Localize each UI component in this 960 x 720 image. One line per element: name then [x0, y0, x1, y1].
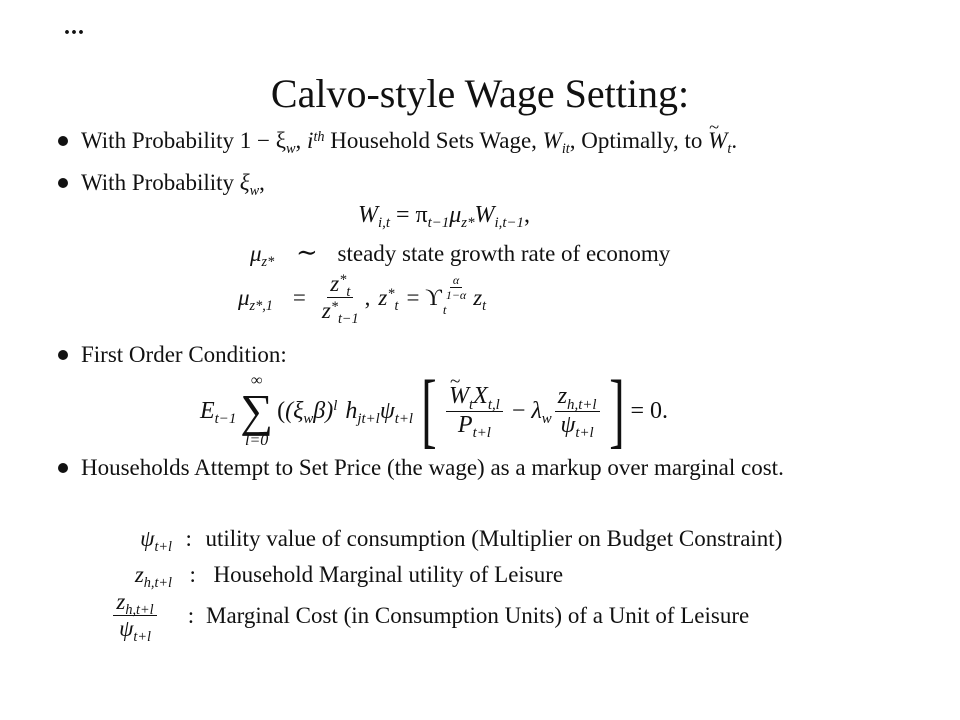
bullet-1-text-c: , Optimally, to — [569, 128, 703, 153]
ellipsis-marker: ... — [64, 14, 85, 40]
bullet-4 — [58, 455, 784, 481]
legend-ratio-text: Marginal Cost (in Consumption Units) of a Unit of Leisure — [206, 602, 750, 628]
bullet-1-text-b: Household Sets Wage, — [330, 128, 537, 153]
bullet-1: With Probability $1 - \xi_w$, $i^{th}$ Household Sets Wage, $W_{it}$, Optimally, to ~ $W_t$. — [58, 128, 737, 154]
legend-psi-symbol: $\psi_{t+l}$ — [140, 526, 172, 555]
bullet-3-text: First Order Condition: — [81, 342, 287, 367]
bullet-1-text-a: With Probability — [81, 128, 235, 153]
bullet-1-wage: $W_{it}$ — [542, 128, 570, 157]
wage-over-price-fraction: ~ $\frac{W_tX_{t,l}}{P_{t+l}}$ — [446, 384, 503, 437]
legend-z-symbol: $z_{h,t+l}$ — [134, 562, 172, 591]
bullet-1-prob: $1 - \xi_w$ — [239, 128, 296, 157]
z-ratio-fraction: $\frac{z^*_t}{z^*_{t-1}}$ — [321, 271, 359, 328]
legend-psi-text: utility value of consumption (Multiplier on Budget Constraint) — [205, 526, 783, 551]
bullet-dot-icon — [58, 350, 68, 360]
legend-row-psi: $\psi_{t+l}$ : utility value of consumption (Multiplier on Budget Constraint) — [112, 526, 782, 552]
legend-z-text: Household Marginal utility of Leisure — [213, 562, 564, 587]
bullet-dot-icon — [58, 136, 68, 146]
mu-symbol: $\mu_{z*}$ — [250, 241, 275, 270]
legend-ratio-fraction: $\frac{z_{h,t+l}}{\psi_{t+l}}$ — [103, 590, 167, 641]
bullet-2-xi: $\xi_w$ — [239, 170, 260, 199]
legend-row-ratio: $\frac{z_{h,t+l}}{\psi_{t+l}}$ : Marginal Cost (in Consumption Units) of a Unit of Leisure — [100, 590, 749, 641]
equation-z-growth: $\mu_{z*,1}$ = $\frac{z^*_t}{z^*_{t-1}}$ , $z^*_t$ = ϒ $\frac{\alpha}{1-\alpha}$ t $z_t$ — [238, 271, 487, 328]
bullet-4-text: Households Attempt to Set Price (the wage) as a markup over marginal cost. — [81, 455, 784, 480]
bullet-1-opt-wage: ~ $W_t$ — [708, 128, 731, 153]
bullet-dot-icon — [58, 463, 68, 473]
equation-first-order-condition: $E_{t-1}$ ∞ ∑ l=0 ($(\xi_w\beta)^l$ $h_{jt+l}\psi_{t+l}$ [ ~ $\frac{W_tX_{t,l}}{P_{t+l}}$ − $\lambda_w$ $\frac{z_{h,t+l}}{\psi_{t+l}}$ ] = 0. — [200, 366, 668, 456]
mu-description: steady state growth rate of economy — [337, 241, 671, 266]
upsilon-script: $\frac{\alpha}{1-\alpha}$ t — [442, 272, 467, 317]
legend-row-z: $z_{h,t+l}$ : Household Marginal utility of Leisure — [102, 562, 563, 588]
bullet-1-ith: $i^{th}$ — [307, 128, 325, 153]
leisure-over-psi-fraction: $\frac{z_{h,t+l}}{\psi_{t+l}}$ — [555, 384, 600, 437]
equation-wage-indexation: $W_{i,t} = \pi_{t-1}\mu_{z*}W_{i,t-1}$, — [358, 202, 530, 232]
sum-operator: ∞ ∑ l=0 — [240, 372, 274, 449]
bullet-2-text: With Probability — [81, 170, 235, 195]
slide-title: Calvo-style Wage Setting: — [270, 71, 690, 116]
equation-mu-definition: $\mu_{z*}$ ∼ steady state growth rate of economy — [250, 238, 671, 270]
bullet-3 — [58, 342, 287, 368]
bullet-dot-icon — [58, 178, 68, 188]
bullet-2: With Probability $\xi_w$, — [58, 170, 265, 196]
